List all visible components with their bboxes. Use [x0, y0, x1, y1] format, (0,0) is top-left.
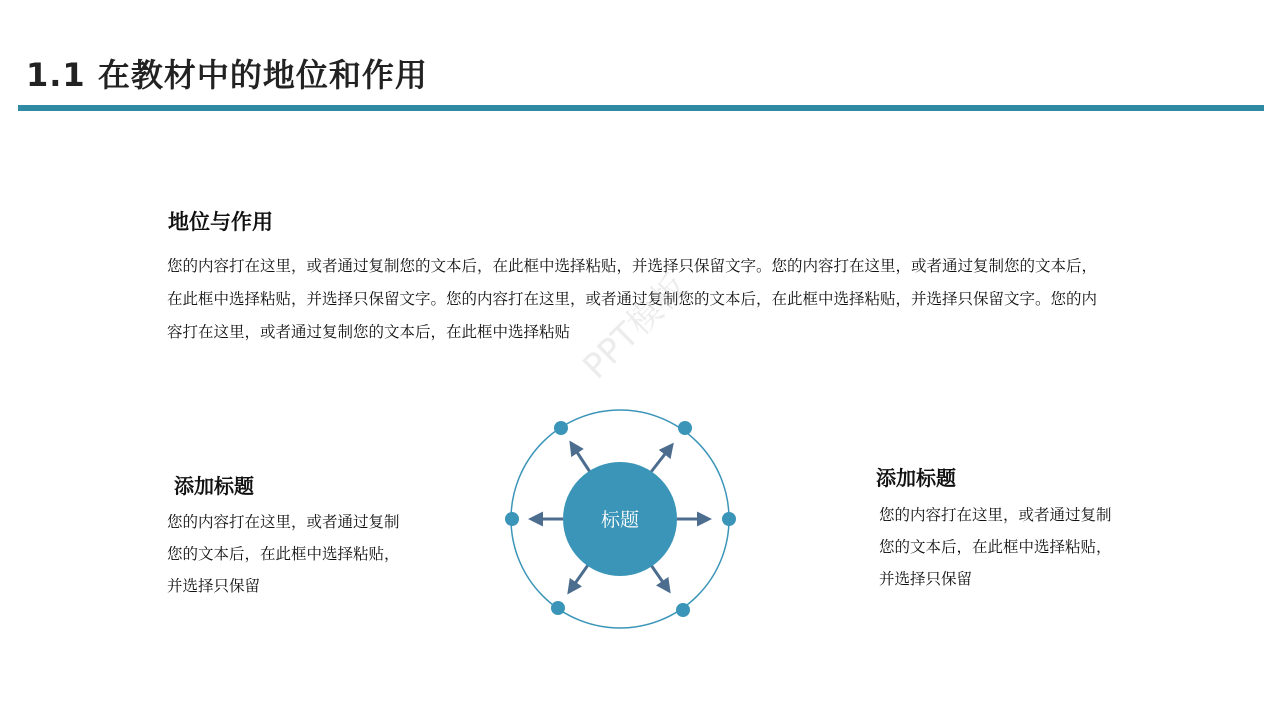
main-section-heading: 地位与作用 — [168, 210, 273, 234]
left-block-heading: 添加标题 — [174, 474, 254, 498]
ring-node-left — [505, 512, 519, 526]
center-label: 标题 — [600, 509, 640, 531]
ring-node-bottom-left — [551, 601, 565, 615]
ring-node-top-left — [554, 421, 568, 435]
watermark: PPT模板 — [575, 266, 696, 388]
right-block-heading: 添加标题 — [876, 466, 956, 490]
title-underline-bar — [18, 105, 1264, 111]
arrow-down-right — [651, 565, 669, 591]
ring-node-top-right — [678, 421, 692, 435]
hub-diagram — [495, 395, 745, 645]
slide-title: 1.1 在教材中的地位和作用 — [26, 56, 428, 94]
left-block-body: 您的内容打在这里，或者通过复制您的文本后，在此框中选择粘贴，并选择只保留 — [167, 513, 400, 595]
arrow-up-left — [571, 443, 590, 472]
arrow-down-left — [569, 565, 588, 592]
main-section-body: 您的内容打在这里，或者通过复制您的文本后，在此框中选择粘贴，并选择只保留文字。您的内容打在这里，或者通过复制您的文本后，在此框中选择粘贴，并选择只保留文字。您的内容打在这里，或者通过复制您的文本后，在此框中选择粘贴，并选择只保留文字。您的内容打在这里，或者通过复制您的文本后，在此框中选择粘贴 — [167, 257, 1098, 341]
ring-node-bottom-right — [676, 603, 690, 617]
ring-node-right — [722, 512, 736, 526]
right-block-body: 您的内容打在这里，或者通过复制您的文本后，在此框中选择粘贴，并选择只保留 — [879, 506, 1112, 588]
arrow-up-right — [651, 445, 672, 472]
